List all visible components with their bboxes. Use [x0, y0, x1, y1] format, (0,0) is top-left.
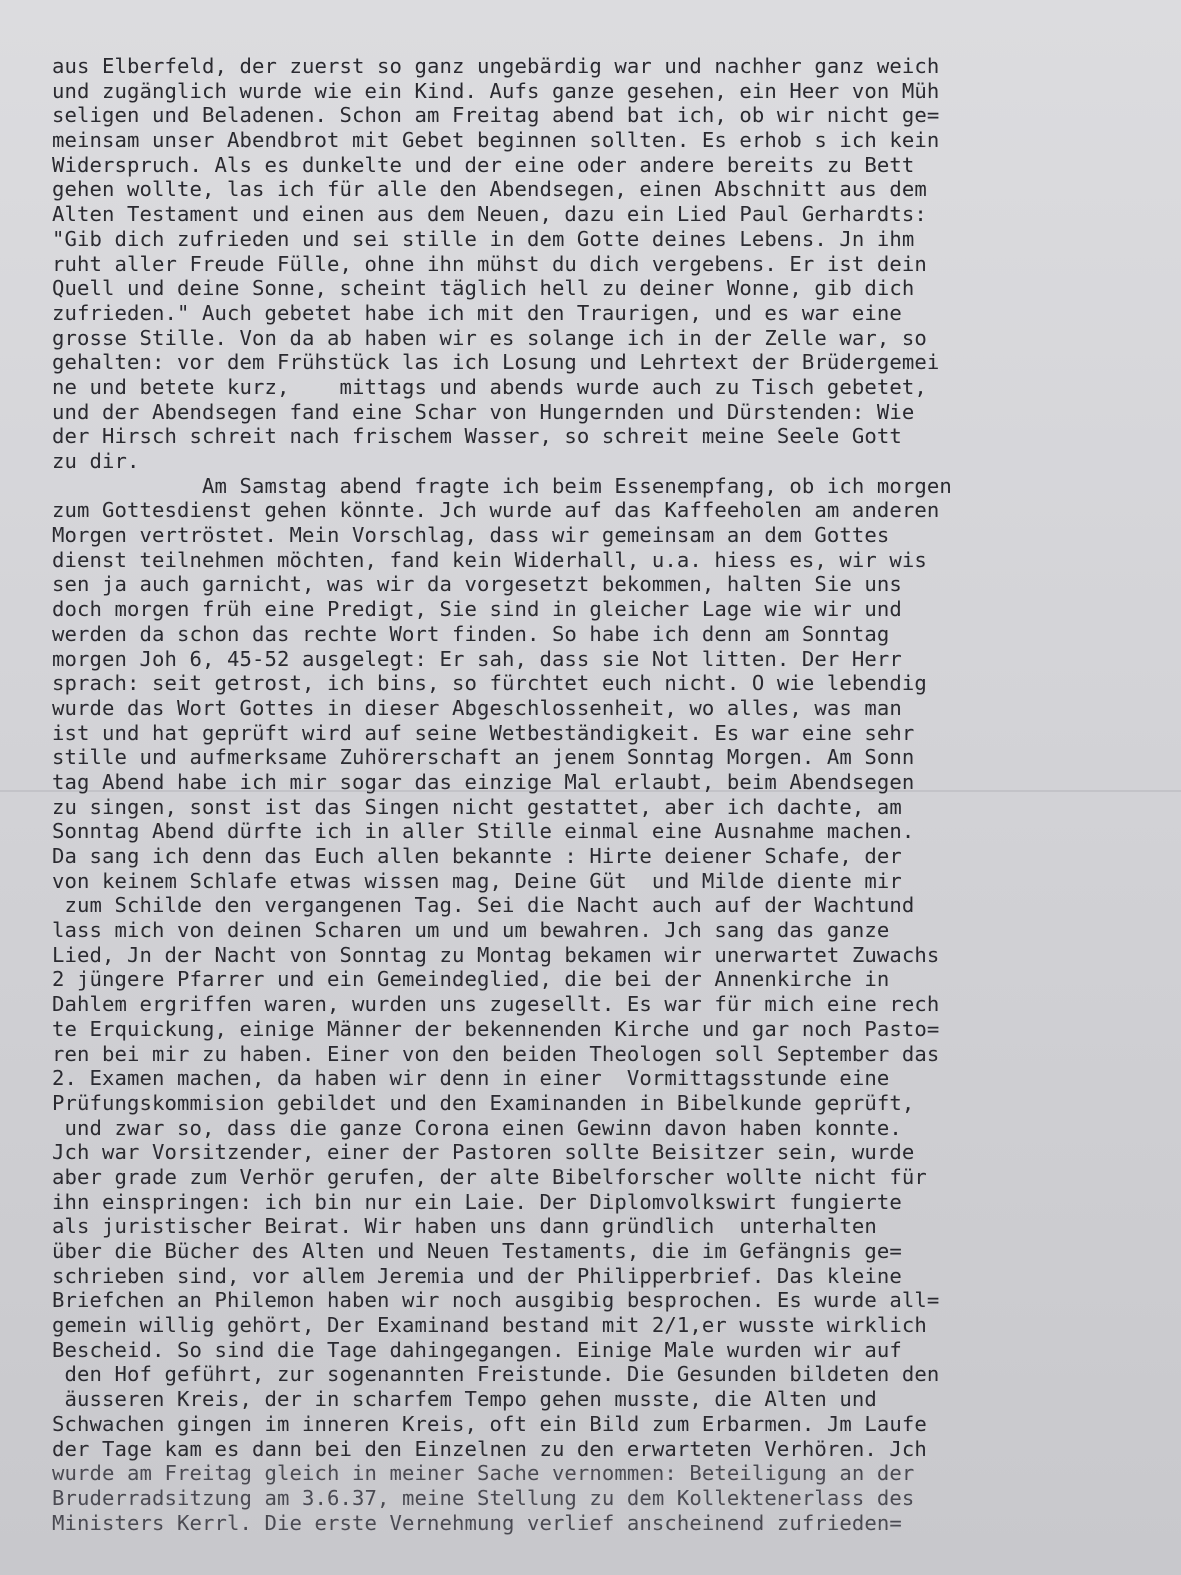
- text-line: werden da schon das rechte Wort finden. So habe ich denn am Sonntag: [52, 621, 890, 646]
- text-line: 2. Examen machen, da haben wir denn in einer Vormittagsstunde eine: [52, 1066, 890, 1091]
- text-line: und zwar so, dass die ganze Corona einen Gewinn davon haben konnte.: [52, 1115, 902, 1140]
- text-line: 2 jüngere Pfarrer und ein Gemeindeglied, die bei der Annenkirche in: [52, 967, 890, 992]
- text-line: wurde das Wort Gottes in dieser Abgeschlossenheit, wo alles, was man: [52, 695, 902, 720]
- text-line: Jch war Vorsitzender, einer der Pastoren sollte Beisitzer sein, wurde: [52, 1140, 915, 1165]
- text-line: Dahlem ergriffen waren, wurden uns zugesellt. Es war für mich eine rech: [52, 992, 940, 1017]
- text-line: lass mich von deinen Scharen um und um bewahren. Jch sang das ganze: [52, 918, 890, 943]
- text-line: Sonntag Abend dürfte ich in aller Stille einmal eine Ausnahme machen.: [52, 819, 915, 844]
- text-line: gemein willig gehört, Der Examinand bestand mit 2/1,er wusste wirklich: [52, 1313, 927, 1338]
- text-line: ruht aller Freude Fülle, ohne ihn mühst du dich vergebens. Er ist dein: [52, 251, 927, 276]
- text-line: Quell und deine Sonne, scheint täglich hell zu deiner Wonne, gib dich: [52, 276, 915, 301]
- text-line: den Hof geführt, zur sogenannten Freistunde. Die Gesunden bildeten den: [52, 1362, 940, 1387]
- text-line: ne und betete kurz, mittags und abends wurde auch zu Tisch gebetet,: [52, 374, 927, 399]
- text-line: grosse Stille. Von da ab haben wir es solange ich in der Zelle war, so: [52, 325, 927, 350]
- text-line: te Erquickung, einige Männer der bekennenden Kirche und gar noch Pasto=: [52, 1016, 940, 1041]
- text-line: morgen Joh 6, 45-52 ausgelegt: Er sah, dass sie Not litten. Der Herr: [52, 646, 902, 671]
- text-line: über die Bücher des Alten und Neuen Testaments, die im Gefängnis ge=: [52, 1239, 902, 1263]
- text-line: von keinem Schlafe etwas wissen mag, Deine Güt und Milde diente mir: [52, 868, 902, 893]
- text-line: Lied, Jn der Nacht von Sonntag zu Montag bekamen wir unerwartet Zuwachs: [52, 942, 940, 967]
- text-line: Bescheid. So sind die Tage dahingegangen. Einige Male wurden wir auf: [52, 1337, 902, 1362]
- text-line: äusseren Kreis, der in scharfem Tempo gehen musste, die Alten und: [52, 1387, 877, 1412]
- text-line: Da sang ich denn das Euch allen bekannte : Hirte deiener Schafe, der: [52, 844, 902, 868]
- typed-text-body: [52, 54, 1122, 1535]
- text-line: tag Abend habe ich mir sogar das einzige Mal erlaubt, beim Abendsegen: [52, 769, 915, 794]
- text-line: der Tage kam es dann bei den Einzelnen zu den erwarteten Verhören. Jch: [52, 1436, 927, 1461]
- text-line: ihn einspringen: ich bin nur ein Laie. Der Diplomvolkswirt fungierte: [52, 1189, 902, 1214]
- text-line: gehalten: vor dem Frühstück las ich Losung und Lehrtext der Brüdergemei: [52, 350, 940, 375]
- text-line: Morgen vertröstet. Mein Vorschlag, dass wir gemeinsam an dem Gottes: [52, 523, 890, 548]
- text-line: zum Gottesdienst gehen könnte. Jch wurde auf das Kaffeeholen am anderen: [52, 498, 940, 523]
- text-line: der Hirsch schreit nach frischem Wasser, so schreit meine Seele Gott: [52, 424, 902, 449]
- text-line: wurde am Freitag gleich in meiner Sache vernommen: Beteiligung an der: [52, 1461, 915, 1486]
- text-line: "Gib dich zufrieden und sei stille in dem Gotte deines Lebens. Jn ihm: [52, 226, 915, 251]
- text-line: zum Schilde den vergangenen Tag. Sei die Nacht auch auf der Wachtund: [52, 893, 915, 918]
- text-line: stille und aufmerksame Zuhörerschaft an jenem Sonntag Morgen. Am Sonn: [52, 745, 915, 770]
- text-line: Bruderradsitzung am 3.6.37, meine Stellung zu dem Kollektenerlass des: [52, 1485, 915, 1510]
- text-line: meinsam unser Abendbrot mit Gebet beginnen sollten. Es erhob s ich kein: [52, 128, 940, 153]
- text-line: dienst teilnehmen möchten, fand kein Widerhall, u.a. hiess es, wir wis: [52, 547, 927, 572]
- text-line: und zugänglich wurde wie ein Kind. Aufs ganze gesehen, ein Heer von Müh: [52, 78, 940, 103]
- text-line: ren bei mir zu haben. Einer von den beiden Theologen soll September das: [52, 1041, 940, 1066]
- text-line: seligen und Beladenen. Schon am Freitag abend bat ich, ob wir nicht ge=: [52, 103, 940, 128]
- text-line: doch morgen früh eine Predigt, Sie sind in gleicher Lage wie wir und: [52, 597, 902, 622]
- text-line: Schwachen gingen im inneren Kreis, oft ein Bild zum Erbarmen. Jm Laufe: [52, 1411, 927, 1436]
- text-line: ist und hat geprüft wird auf seine Wetbeständigkeit. Es war eine sehr: [52, 720, 915, 745]
- text-line: Am Samstag abend fragte ich beim Essenempfang, ob ich morgen: [52, 473, 952, 498]
- text-line: zufrieden." Auch gebetet habe ich mit den Traurigen, und es war eine: [52, 300, 902, 325]
- text-line: Prüfungskommision gebildet und den Examinanden in Bibelkunde geprüft,: [52, 1090, 915, 1115]
- text-line: schrieben sind, vor allem Jeremia und der Philipperbrief. Das kleine: [52, 1263, 902, 1288]
- text-line: sen ja auch garnicht, was wir da vorgesetzt bekommen, halten Sie uns: [52, 572, 902, 597]
- text-line: Ministers Kerrl. Die erste Vernehmung verlief anscheinend zufrieden=: [52, 1510, 902, 1535]
- text-line: aber grade zum Verhör gerufen, der alte Bibelforscher wollte nicht für: [52, 1164, 927, 1189]
- text-line: zu singen, sonst ist das Singen nicht gestattet, aber ich dachte, am: [52, 794, 902, 819]
- text-line: zu dir.: [52, 449, 140, 473]
- text-line: als juristischer Beirat. Wir haben uns dann gründlich unterhalten: [52, 1214, 877, 1239]
- text-line: Widerspruch. Als es dunkelte und der eine oder andere bereits zu Bett: [52, 152, 915, 177]
- text-line: und der Abendsegen fand eine Schar von Hungernden und Dürstenden: Wie: [52, 399, 915, 424]
- text-line: Briefchen an Philemon haben wir noch ausgibig besprochen. Es wurde all=: [52, 1288, 940, 1313]
- text-line: sprach: seit getrost, ich bins, so fürchtet euch nicht. O wie lebendig: [52, 671, 927, 696]
- text-line: Alten Testament und einen aus dem Neuen, dazu ein Lied Paul Gerhardts:: [52, 202, 927, 227]
- text-line: aus Elberfeld, der zuerst so ganz ungebärdig war und nachher ganz weich: [52, 54, 940, 78]
- text-line: gehen wollte, las ich für alle den Abendsegen, einen Abschnitt aus dem: [52, 177, 927, 202]
